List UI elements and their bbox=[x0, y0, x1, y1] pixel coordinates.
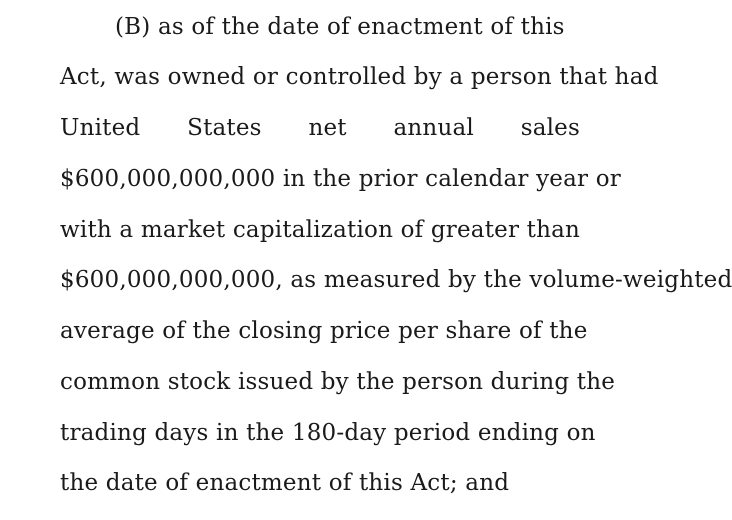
text-word: annual bbox=[393, 115, 474, 141]
text-line-3 bbox=[60, 111, 580, 145]
text-line-8: common stock issued by the person during the bbox=[60, 369, 616, 395]
text-line-7: average of the closing price per share of the bbox=[60, 318, 588, 344]
text-line-2: Act, was owned or controlled by a person that had bbox=[60, 64, 659, 90]
text-line-5: with a market capitalization of greater than bbox=[60, 217, 581, 243]
text-word: sales bbox=[520, 115, 580, 141]
text-line-9: trading days in the 180-day period ending on bbox=[60, 420, 596, 446]
text-word: States bbox=[187, 115, 262, 141]
text-word: United bbox=[60, 115, 141, 141]
text-line-4: $600,000,000,000 in the prior calendar year or bbox=[60, 166, 621, 192]
text-line-1: (B) as of the date of enactment of this bbox=[115, 14, 565, 40]
text-word: net bbox=[308, 115, 347, 141]
text-line-6: $600,000,000,000, as measured by the volume-weighted bbox=[60, 267, 732, 293]
text-line-10: the date of enactment of this Act; and bbox=[60, 470, 510, 496]
